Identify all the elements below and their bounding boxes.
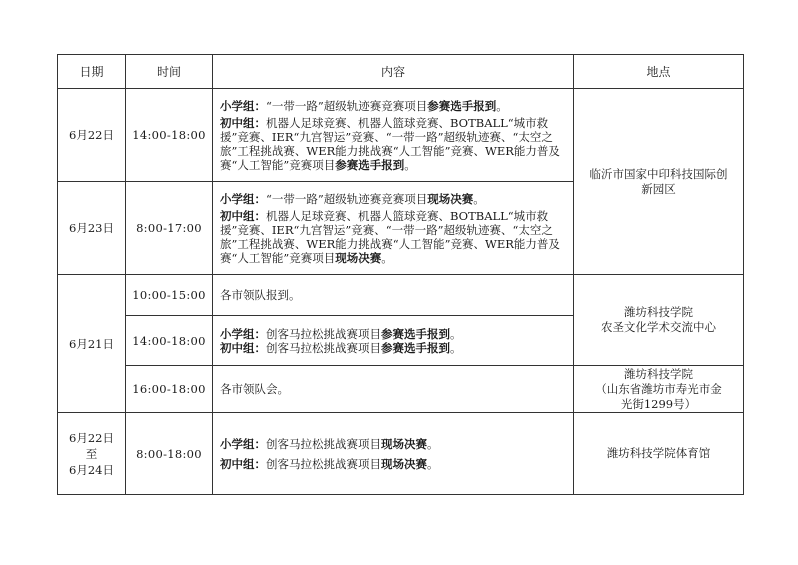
content-text: “一带一路”超级轨迹赛竞赛项目 — [266, 98, 428, 113]
date-cell: 6月21日 — [58, 275, 126, 413]
content-cell — [213, 316, 574, 366]
date-cell: 6月23日 — [58, 182, 126, 275]
venue-line: 光街1299号） — [620, 396, 697, 411]
venue-cell — [574, 275, 744, 366]
junior-group-line — [220, 116, 566, 172]
content-text: “一带一路”超级轨迹赛竞赛项目 — [266, 191, 428, 206]
schedule-table — [57, 54, 744, 495]
table-row — [58, 366, 744, 413]
content-emphasis: 参赛选手报到 — [381, 326, 450, 341]
content-end: 。 — [427, 436, 439, 451]
group-label: 小学组： — [220, 436, 266, 451]
header-date: 日期 — [58, 55, 126, 89]
content-emphasis: 参赛选手报到 — [381, 340, 450, 355]
group-label: 初中组： — [220, 456, 266, 471]
group-label: 小学组： — [220, 98, 266, 113]
time-cell: 14:00-18:00 — [126, 89, 213, 182]
header-time: 时间 — [126, 55, 213, 89]
junior-group-line — [220, 457, 566, 471]
content-end: 。 — [381, 250, 393, 265]
venue-cell: 临沂市国家中印科技国际创新园区 — [574, 89, 744, 275]
venue-line: 潍坊科技学院 — [624, 305, 693, 319]
content-end: 。 — [450, 340, 462, 355]
primary-group-line — [220, 327, 566, 341]
group-label: 小学组： — [220, 326, 266, 341]
content-end: 。 — [496, 98, 508, 113]
content-emphasis: 现场决赛 — [381, 436, 427, 451]
date-line: 至 — [85, 446, 98, 461]
primary-group-line — [220, 99, 566, 113]
content-text: 创客马拉松挑战赛项目 — [266, 326, 381, 341]
junior-group-line — [220, 209, 566, 265]
date-cell — [58, 413, 126, 495]
venue-line: 潍坊科技学院 — [624, 366, 693, 381]
group-label: 初中组： — [220, 340, 266, 355]
content-emphasis: 现场决赛 — [427, 191, 474, 206]
content-emphasis: 参赛选手报到 — [335, 157, 405, 172]
primary-group-line — [220, 192, 566, 206]
content-end: 。 — [473, 191, 485, 206]
content-text: 创客马拉松挑战赛项目 — [266, 456, 381, 471]
content-cell — [213, 182, 574, 275]
venue-cell — [574, 366, 744, 413]
content-cell — [213, 89, 574, 182]
time-cell: 8:00-17:00 — [126, 182, 213, 275]
header-content: 内容 — [213, 55, 574, 89]
content-text: 创客马拉松挑战赛项目 — [266, 340, 381, 355]
content-end: 。 — [427, 456, 439, 471]
content-text: 创客马拉松挑战赛项目 — [266, 436, 381, 451]
content-cell: 各市领队会。 — [213, 366, 574, 413]
content-cell: 各市领队报到。 — [213, 275, 574, 316]
junior-group-line — [220, 341, 566, 355]
venue-cell: 潍坊科技学院体育馆 — [574, 413, 744, 495]
table-row — [58, 89, 744, 182]
venue-line: 农圣文化学术交流中心 — [601, 320, 716, 334]
content-emphasis: 现场决赛 — [335, 250, 382, 265]
time-cell: 10:00-15:00 — [126, 275, 213, 316]
primary-group-line — [220, 437, 566, 451]
header-venue: 地点 — [574, 55, 744, 89]
content-emphasis: 参赛选手报到 — [427, 98, 497, 113]
date-line: 6月22日 — [69, 430, 114, 445]
content-text: 机器人足球竞赛、机器人篮球竞赛、BOTBALL“城市救援”竞赛、IER“九宫智运”竞赛、“一带一路”超级轨迹赛、“太空之旅”工程挑战赛、WER能力挑战赛“人工智能”竞赛、WER能力普及赛“人工智能”竞赛项目 — [220, 208, 560, 265]
time-cell: 8:00-18:00 — [126, 413, 213, 495]
content-end: 。 — [450, 326, 462, 341]
time-cell: 16:00-18:00 — [126, 366, 213, 413]
content-text: 机器人足球竞赛、机器人篮球竞赛、BOTBALL“城市救援”竞赛、IER“九宫智运”竞赛、“一带一路”超级轨迹赛、“太空之旅”工程挑战赛、WER能力挑战赛“人工智能”竞赛、WER能力普及赛“人工智能”竞赛项目 — [220, 115, 560, 172]
time-cell: 14:00-18:00 — [126, 316, 213, 366]
group-label: 初中组： — [220, 208, 266, 223]
content-end: 。 — [404, 157, 416, 172]
group-label: 初中组： — [220, 115, 266, 130]
date-cell: 6月22日 — [58, 89, 126, 182]
table-row — [58, 413, 744, 495]
content-emphasis: 现场决赛 — [381, 456, 427, 471]
table-row — [58, 275, 744, 316]
group-label: 小学组： — [220, 191, 266, 206]
header-row — [58, 55, 744, 89]
venue-line: （山东省潍坊市寿光市金 — [595, 381, 722, 396]
date-line: 6月24日 — [69, 462, 114, 477]
content-cell — [213, 413, 574, 495]
